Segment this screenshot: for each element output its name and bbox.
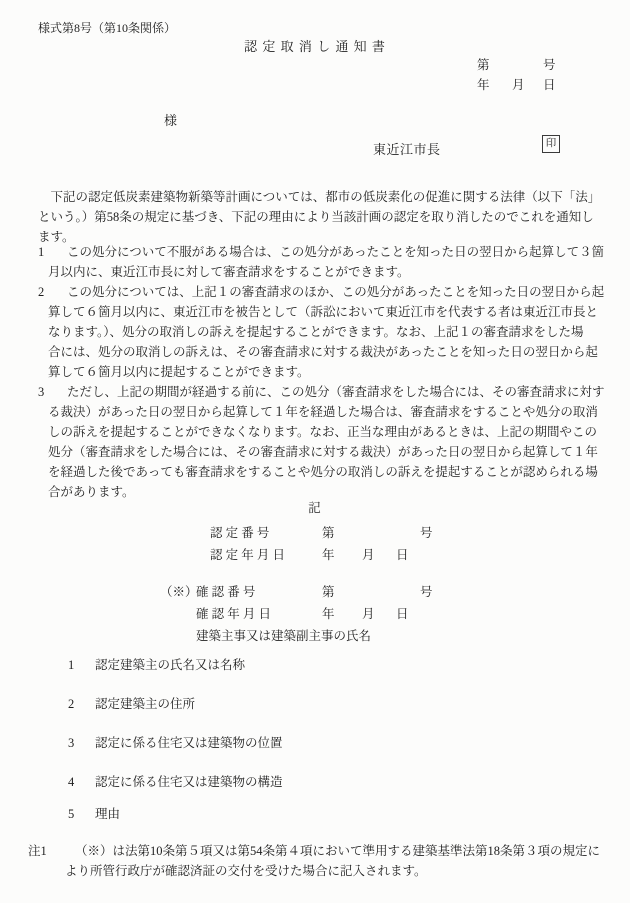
legal-item-line: 算して６箇月以内に提起することができます。 xyxy=(48,365,310,379)
nintei-date-year: 年 xyxy=(322,548,335,562)
field-row-shuji xyxy=(0,626,630,647)
field-label-shuji-name: 建築主事又は建築副主事の氏名 xyxy=(196,629,372,643)
intro-line: ます。 xyxy=(38,230,75,244)
intro-line: 下記の認定低炭素建築物新築等計画については、都市の低炭素化の促進に関する法律（以下「法」 xyxy=(38,190,601,204)
kakunin-bango-suffix: 号 xyxy=(420,585,433,599)
doc-number-suffix: 号 xyxy=(543,58,556,72)
detail-item-5 xyxy=(68,804,120,822)
field-row-kakunin-bango xyxy=(0,582,630,603)
date-day-label: 日 xyxy=(543,78,556,92)
form-number-label: 様式第8号（第10条関係） xyxy=(38,21,177,35)
detail-item-label: 認定建築主の氏名又は名称 xyxy=(95,658,246,672)
legal-item-text: この処分については、上記１の審査請求のほか、この処分があったことを知った日の翌日から起 xyxy=(67,285,605,299)
field-label-nintei-date: 認 定 年 月 日 xyxy=(210,548,286,562)
field-label-nintei-bango: 認 定 番 号 xyxy=(210,526,270,540)
field-row-kakunin-date xyxy=(0,604,630,625)
field-row-nintei-bango xyxy=(0,523,630,544)
legal-item-line: 処分（審査請求をした場合には、その審査請求に対する裁決）があった日の翌日から起算して１年 xyxy=(48,445,598,459)
kakunin-date-year: 年 xyxy=(322,607,335,621)
legal-item-2 xyxy=(38,282,605,382)
kakunin-date-month: 月 xyxy=(362,607,375,621)
footnote-line: より所管行政庁が確認済証の交付を受けた場合に記入されます。 xyxy=(65,864,427,878)
nintei-date-day: 日 xyxy=(396,548,409,562)
legal-item-1 xyxy=(38,242,605,282)
detail-item-number: 3 xyxy=(68,736,75,750)
legal-item-3 xyxy=(38,382,605,502)
detail-item-number: 2 xyxy=(68,697,75,711)
detail-item-number: 4 xyxy=(68,775,75,789)
legal-item-text: この処分について不服がある場合は、この処分があったことを知った日の翌日から起算して３箇 xyxy=(67,245,605,259)
nintei-bango-prefix: 第 xyxy=(322,526,335,540)
nintei-date-month: 月 xyxy=(362,548,375,562)
legal-item-line xyxy=(38,382,605,402)
legal-item-line xyxy=(38,242,605,262)
doc-number-prefix: 第 xyxy=(477,58,490,72)
detail-item-3 xyxy=(68,733,283,751)
issuer-name: 東近江市長 xyxy=(373,142,441,157)
detail-item-number: 5 xyxy=(68,807,75,821)
legal-item-number: 2 xyxy=(38,285,45,299)
legal-item-text: ただし、上記の期間が経過する前に、この処分（審査請求をした場合には、その審査請求に対す xyxy=(67,385,605,399)
kakunin-reference-mark: （※） xyxy=(160,585,198,599)
legal-item-line: なります。）、処分の取消しの訴えを提起することができます。なお、上記１の審査請求をした場 xyxy=(48,325,584,339)
legal-item-line: 月以内に、東近江市長に対して審査請求をすることができます。 xyxy=(48,265,410,279)
legal-item-line: 合には、処分の取消しの訴えは、その審査請求に対する裁決があったことを知った日の翌日から起 xyxy=(48,345,598,359)
detail-item-label: 認定建築主の住所 xyxy=(95,697,196,711)
addressee-suffix: 様 xyxy=(164,113,178,128)
intro-line: という。）第58条の規定に基づき、下記の理由により当該計画の認定を取り消したのでこれを通知し xyxy=(38,210,594,224)
footnote-number: 注1 xyxy=(28,844,47,858)
seal-mark xyxy=(542,135,560,153)
ki-marker: 記 xyxy=(308,501,322,515)
date-year-label: 年 xyxy=(477,78,490,92)
detail-item-label: 認定に係る住宅又は建築物の構造 xyxy=(95,775,283,789)
footnote-line xyxy=(28,841,601,861)
legal-item-line: しの訴えを提起することができなくなります。なお、正当な理由があるときは、上記の期間やこの xyxy=(48,425,598,439)
detail-item-label: 認定に係る住宅又は建築物の位置 xyxy=(95,736,283,750)
intro-paragraph xyxy=(38,187,601,247)
nintei-bango-suffix: 号 xyxy=(420,526,433,540)
legal-item-number: 3 xyxy=(38,385,45,399)
document-title: 認 定 取 消 し 通 知 書 xyxy=(244,39,386,54)
field-label-kakunin-bango: 確 認 番 号 xyxy=(196,585,256,599)
legal-item-number: 1 xyxy=(38,245,45,259)
legal-item-line: 算して６箇月以内に、東近江市を被告として（訴訟において東近江市を代表する者は東近江市長と xyxy=(48,305,599,319)
kakunin-date-day: 日 xyxy=(396,607,409,621)
legal-item-line: る裁決）があった日の翌日から起算して１年を経過した場合は、審査請求をすることや処分の取消 xyxy=(48,405,598,419)
date-month-label: 月 xyxy=(512,78,525,92)
seal-character: 印 xyxy=(545,137,557,149)
legal-item-line: 合があります。 xyxy=(48,485,135,499)
legal-item-line: を経過した後であっても審査請求をすることや処分の取消しの訴えを提起することが認められる場 xyxy=(48,465,598,479)
detail-item-2 xyxy=(68,694,195,712)
footnote xyxy=(28,841,601,881)
detail-item-1 xyxy=(68,655,245,673)
detail-item-label: 理由 xyxy=(95,807,121,821)
field-row-nintei-date xyxy=(0,545,630,566)
detail-item-number: 1 xyxy=(68,658,75,672)
field-label-kakunin-date: 確 認 年 月 日 xyxy=(196,607,272,621)
footnote-text: （※）は法第10条第５項又は第54条第４項において準用する建築基準法第18条第３項の規定に xyxy=(75,844,601,858)
legal-item-line xyxy=(38,282,605,302)
kakunin-bango-prefix: 第 xyxy=(322,585,335,599)
detail-item-4 xyxy=(68,772,283,790)
